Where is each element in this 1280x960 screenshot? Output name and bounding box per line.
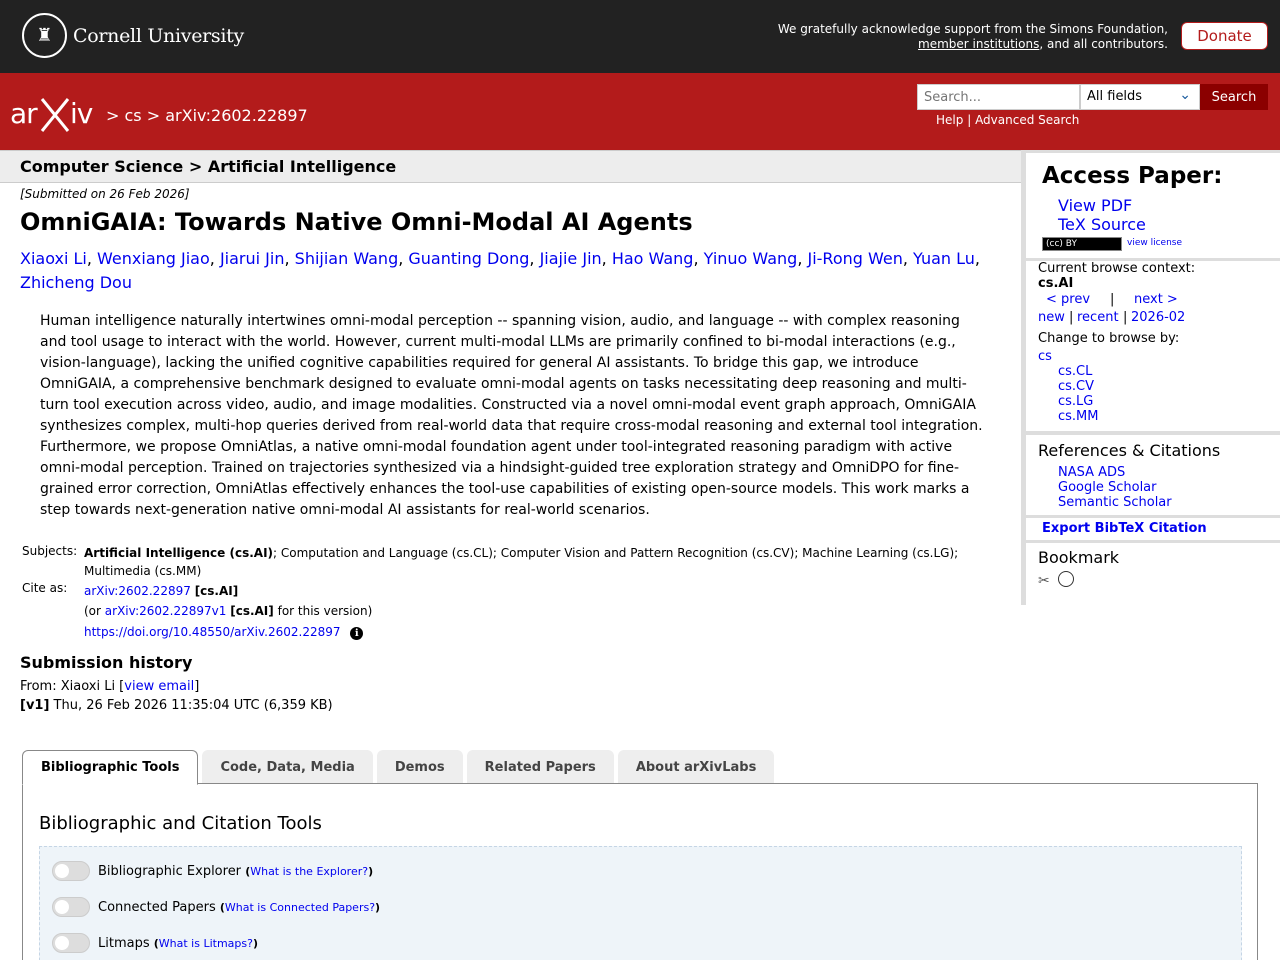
cite-label: Cite as: xyxy=(22,581,68,595)
support-line2 xyxy=(778,37,1168,52)
paper-title: OmniGAIA: Towards Native Omni-Modal AI Agents xyxy=(20,208,693,236)
browse-sub-link[interactable]: cs.MM xyxy=(1058,409,1099,424)
author-sep: , xyxy=(974,249,981,268)
field-select[interactable] xyxy=(1080,84,1200,110)
month-link[interactable]: 2026-02 xyxy=(1131,310,1186,325)
browse-sub-link[interactable]: cs.LG xyxy=(1058,394,1094,409)
references-box xyxy=(1026,435,1280,515)
browse-cs-link[interactable]: cs xyxy=(1038,349,1052,364)
tools-box xyxy=(39,846,1242,960)
tab-code-data-media[interactable]: Code, Data, Media xyxy=(202,750,372,784)
bookmark-box xyxy=(1026,543,1280,605)
browse-context-value: cs.AI xyxy=(1038,276,1074,291)
abstract: Human intelligence naturally intertwines omni-modal perception -- spanning vision, audio, and language -- with complex reasoning and tool usage to interact with the world. However, current multi-modal LLMs are primarily confined to bi-modal interactions (e.g., vision-language), lacking the unified cognitive capabilities required for general AI assistants. To bridge this gap, we introduce OmniGAIA, a comprehensive benchmark designed to evaluate omni-modal agents on tasks necessitating deep reasoning and multi-turn tool execution across video, audio, and image modalities. Constructed via a novel omni-modal event graph approach, OmniGAIA synthesizes complex, multi-hop queries derived from real-world data that require cross-modal reasoning and external tool integration. Furthermore, we propose OmniAtlas, a native omni-modal foundation agent under tool-integrated reasoning paradigm with active omni-modal perception. Trained on trajectories synthesized via a hindsight-guided tree exploration strategy and OmniDPO for fine-grained error correction, OmniAtlas effectively enhances the tool-use capabilities of existing open-source models. This work marks a step towards next-generation native omni-modal AI assistants for real-world scenarios. xyxy=(40,313,983,518)
support-line1: We gratefully acknowledge support from the Simons Foundation, xyxy=(777,22,1168,36)
list-sep: | xyxy=(1123,310,1128,325)
tool-help-link[interactable]: What is Litmaps? xyxy=(158,936,253,950)
primary-subject: Artificial Intelligence (cs.AI) xyxy=(84,546,274,560)
tab-about-arxivlabs[interactable]: About arXivLabs xyxy=(618,750,775,784)
help-link[interactable]: Help xyxy=(936,113,964,127)
search-links xyxy=(936,113,1079,127)
browse-sub-link[interactable]: cs.CL xyxy=(1058,364,1093,379)
tool-help: (What is Litmaps?) xyxy=(153,936,258,950)
from-suffix: ] xyxy=(194,679,200,694)
author-link[interactable]: Ji-Rong Wen xyxy=(807,249,903,268)
breadcrumb-id: arXiv:2602.22897 xyxy=(165,106,308,125)
author-link[interactable]: Hao Wang xyxy=(611,249,694,268)
info-icon[interactable]: ℹ xyxy=(350,627,363,640)
author-sep: , xyxy=(693,249,704,268)
tool-row-litmaps xyxy=(52,933,258,953)
tab-demos[interactable]: Demos xyxy=(377,750,463,784)
or-prefix: (or xyxy=(84,604,101,618)
cite-line xyxy=(84,581,1014,601)
breadcrumb-sep: > xyxy=(106,106,120,125)
submission-v1 xyxy=(20,698,333,713)
author-sep: , xyxy=(529,249,540,268)
cornell-logo[interactable] xyxy=(22,13,244,58)
list-sep: | xyxy=(1069,310,1074,325)
tool-row-connected-papers xyxy=(52,897,380,917)
cornell-seal-icon: ♜ xyxy=(22,13,67,58)
v1-tag: [v1] xyxy=(20,698,50,713)
sidebar xyxy=(1021,150,1280,605)
cite-v1-cat: [cs.AI] xyxy=(230,604,274,618)
new-link[interactable]: new xyxy=(1038,310,1065,325)
doi-line xyxy=(84,621,1014,643)
export-box xyxy=(1026,518,1280,540)
breadcrumb-cs[interactable]: cs xyxy=(124,106,142,125)
tool-row-explorer xyxy=(52,861,373,881)
author-link[interactable]: Guanting Dong xyxy=(408,249,530,268)
ref-link[interactable]: NASA ADS xyxy=(1058,465,1126,480)
browse-sub-link[interactable]: cs.CV xyxy=(1058,379,1095,394)
author-link[interactable]: Xiaoxi Li xyxy=(20,249,87,268)
author-link[interactable]: Yuan Lu xyxy=(913,249,975,268)
author-sep: , xyxy=(86,249,98,268)
labs-tabs xyxy=(22,750,778,784)
tab-related-papers[interactable]: Related Papers xyxy=(467,750,614,784)
cornell-bar xyxy=(0,0,1280,73)
authors-list xyxy=(20,247,1000,295)
support-text xyxy=(778,22,1168,52)
cite-v1-link[interactable]: arXiv:2602.22897v1 xyxy=(104,604,227,618)
view-pdf-link[interactable]: View PDF xyxy=(1058,196,1133,215)
search-links-sep: | xyxy=(967,113,972,127)
browse-context-label: Current browse context: xyxy=(1038,261,1196,276)
cornell-name: Cornell University xyxy=(73,24,244,47)
bookmark-heading: Bookmark xyxy=(1038,548,1120,567)
litmaps-toggle[interactable] xyxy=(52,933,90,953)
author-sep: , xyxy=(797,249,808,268)
member-institutions-link[interactable]: member institutions xyxy=(918,37,1040,51)
donate-button[interactable]: Donate xyxy=(1181,22,1268,50)
svg-text:ar: ar xyxy=(10,97,37,130)
tab-bibliographic-tools[interactable]: Bibliographic Tools xyxy=(22,750,198,785)
subject-header-text: Computer Science > Artificial Intelligence xyxy=(20,157,397,176)
author-sep: , xyxy=(601,249,612,268)
field-select-value: All fields xyxy=(1087,89,1143,104)
subject-header xyxy=(0,150,1021,183)
author-sep: , xyxy=(902,249,914,268)
tool-help: (What is the Explorer?) xyxy=(245,864,374,878)
v1-text: Thu, 26 Feb 2026 11:35:04 UTC (6,359 KB) xyxy=(53,698,333,713)
search-button[interactable]: Search xyxy=(1200,84,1268,110)
author-link[interactable]: Shijian Wang xyxy=(294,249,399,268)
export-bibtex-link[interactable]: Export BibTeX Citation xyxy=(1042,521,1207,536)
tool-label: Connected Papers xyxy=(98,899,216,915)
tool-help-link[interactable]: What is the Explorer? xyxy=(250,864,369,878)
chevron-down-icon: ⌄ xyxy=(1179,87,1191,103)
bibsonomy-icon[interactable]: ✂ xyxy=(1038,573,1050,589)
prev-next-sep: | xyxy=(1110,292,1115,307)
author-sep: , xyxy=(398,249,409,268)
or-suffix: for this version) xyxy=(277,604,373,618)
cite-value xyxy=(84,581,1014,643)
view-license-link[interactable]: view license xyxy=(1127,238,1183,248)
explorer-toggle[interactable] xyxy=(52,861,90,881)
from-prefix: From: Xiaoxi Li [ xyxy=(20,679,125,694)
submission-from xyxy=(20,679,199,694)
breadcrumb-sep: > xyxy=(146,106,161,125)
recent-link[interactable]: recent xyxy=(1077,310,1119,325)
connected-papers-toggle[interactable] xyxy=(52,897,90,917)
prev-link[interactable]: < prev xyxy=(1046,292,1091,307)
change-browse-label: Change to browse by: xyxy=(1038,331,1180,346)
breadcrumb xyxy=(106,106,308,125)
cite-cat: [cs.AI] xyxy=(194,584,239,598)
subjects-value xyxy=(84,544,1014,580)
access-paper-heading: Access Paper: xyxy=(1042,163,1223,189)
cite-id-link[interactable]: arXiv:2602.22897 xyxy=(84,584,191,598)
browse-context-box xyxy=(1026,261,1280,431)
arxiv-header xyxy=(0,73,1280,150)
submission-history-heading: Submission history xyxy=(20,653,193,672)
author-link[interactable]: Yinuo Wang xyxy=(703,249,798,268)
cc-license-badge[interactable]: (cc) BY xyxy=(1042,237,1122,251)
author-link[interactable]: Jiajie Jin xyxy=(539,249,602,268)
tool-help-link[interactable]: What is Connected Papers? xyxy=(224,900,376,914)
svg-text:iv: iv xyxy=(70,97,93,130)
ref-link[interactable]: Semantic Scholar xyxy=(1058,495,1172,510)
arxiv-logo[interactable] xyxy=(10,93,102,143)
tab-panel xyxy=(22,783,1258,960)
next-link[interactable]: next > xyxy=(1134,292,1178,307)
panel-title: Bibliographic and Citation Tools xyxy=(39,813,322,834)
support-line2-rest: , and all contributors. xyxy=(1039,37,1168,51)
tex-source-link[interactable]: TeX Source xyxy=(1058,215,1146,234)
tool-label: Bibliographic Explorer xyxy=(98,863,242,879)
tool-help: (What is Connected Papers?) xyxy=(219,900,381,914)
doi-link[interactable]: https://doi.org/10.48550/arXiv.2602.22897 xyxy=(84,625,341,639)
tool-label: Litmaps xyxy=(98,935,150,951)
access-paper-box xyxy=(1026,153,1280,258)
author-sep: , xyxy=(284,249,295,268)
author-link[interactable]: Zhicheng Dou xyxy=(20,273,132,292)
view-email-link[interactable]: view email xyxy=(124,679,195,694)
cite-version-line xyxy=(84,601,1014,621)
references-heading: References & Citations xyxy=(1038,441,1221,460)
submitted-date: [Submitted on 26 Feb 2026] xyxy=(20,187,190,201)
author-sep: , xyxy=(209,249,220,268)
reddit-icon[interactable] xyxy=(1058,571,1074,587)
subjects-label: Subjects: xyxy=(22,544,78,558)
ref-link[interactable]: Google Scholar xyxy=(1058,480,1157,495)
author-link[interactable]: Jiarui Jin xyxy=(219,249,285,268)
author-link[interactable]: Wenxiang Jiao xyxy=(97,249,210,268)
search-input[interactable] xyxy=(917,84,1080,110)
arxiv-logo-icon xyxy=(10,93,102,135)
other-subjects: ; Computation and Language (cs.CL); Computer Vision and Pattern Recognition (cs.CV); Machine Learning (cs.LG); Multimedia (cs.MM) xyxy=(84,546,959,578)
advanced-search-link[interactable]: Advanced Search xyxy=(975,113,1080,127)
